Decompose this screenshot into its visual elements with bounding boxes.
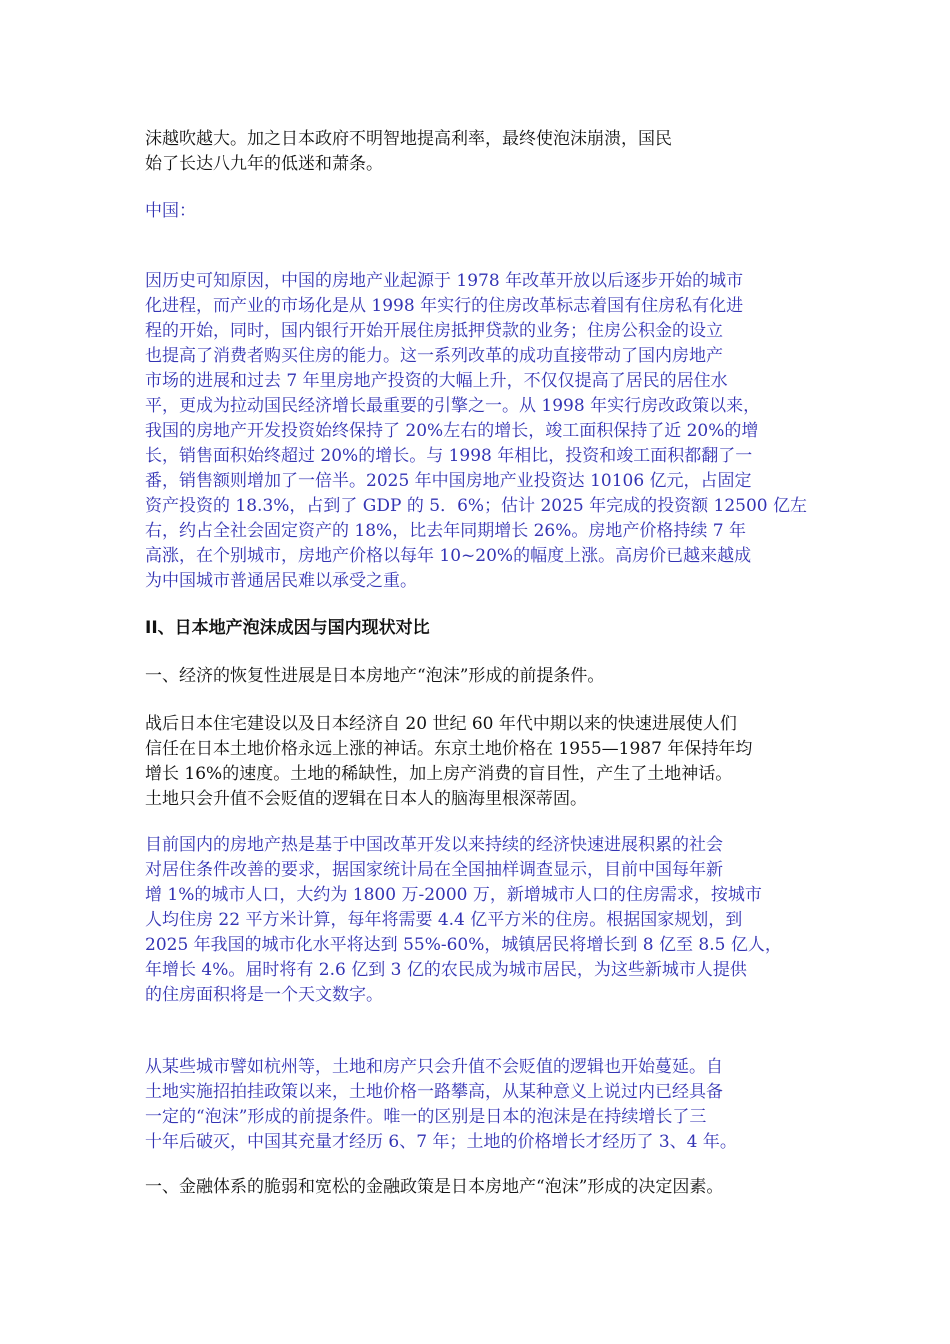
text-line: 右，约占全社会固定资产的 18%，比去年同期增长 26%。房地产价格持续 7 年 bbox=[145, 521, 747, 541]
text-line: 平，更成为拉动国民经济增长最重要的引擎之一。从 1998 年实行房改政策以来， bbox=[145, 396, 761, 416]
paragraph-china-urbanization-demand bbox=[145, 833, 782, 1008]
text-line: 化进程，而产业的市场化是从 1998 年实行的住房改革标志着国有住房私有化进 bbox=[145, 296, 744, 316]
text-line: 十年后破灭，中国其充量才经历 6、7 年；土地的价格增长才经历了 3、4 年。 bbox=[145, 1132, 737, 1152]
text-line: 因历史可知原因，中国的房地产业起源于 1978 年改革开放以后逐步开始的城市 bbox=[145, 271, 744, 291]
text-line: 从某些城市譬如杭州等，土地和房产只会升值不会贬值的逻辑也开始蔓延。自 bbox=[145, 1057, 723, 1077]
text-line: 对居住条件改善的要求，据国家统计局在全国抽样调查显示，目前中国每年新 bbox=[145, 860, 723, 880]
text-line: 程的开始，同时，国内银行开始开展住房抵押贷款的业务；住房公积金的设立 bbox=[145, 321, 723, 341]
text-line: 人均住房 22 平方米计算，每年将需要 4.4 亿平方米的住房。根据国家规划，到 bbox=[145, 910, 743, 930]
text-line: 一定的“泡沫”形成的前提条件。唯一的区别是日本的泡沫是在持续增长了三 bbox=[145, 1107, 707, 1127]
paragraph-japan-land-myth bbox=[145, 712, 752, 812]
text-line: 为中国城市普通居民难以承受之重。 bbox=[145, 571, 417, 591]
paragraph-premise-condition bbox=[145, 664, 604, 689]
text-line: 一、经济的恢复性进展是日本房地产“泡沫”形成的前提条件。 bbox=[145, 666, 605, 686]
paragraph-china-label bbox=[145, 199, 196, 224]
text-line: 的住房面积将是一个天文数字。 bbox=[145, 985, 383, 1005]
text-line: 高涨，在个别城市，房地产价格以每年 10~20%的幅度上涨。高房价已越来越成 bbox=[145, 546, 752, 566]
text-line: 2025 年我国的城市化水平将达到 55%-60%，城镇居民将增长到 8 亿至 8.5 亿人， bbox=[145, 935, 782, 955]
paragraph-china-real-estate-history bbox=[145, 269, 807, 594]
text-line: 沫越吹越大。加之日本政府不明智地提高利率，最终使泡沫崩溃，国民 bbox=[145, 129, 672, 149]
text-line: 番，销售额则增加了一倍半。2025 年中国房地产业投资达 10106 亿元，占固定 bbox=[145, 471, 752, 491]
text-line: 我国的房地产开发投资始终保持了 20%左右的增长，竣工面积保持了近 20%的增 bbox=[145, 421, 759, 441]
paragraph-financial-system bbox=[145, 1175, 723, 1200]
text-line: 长，销售面积始终超过 20%的增长。与 1998 年相比，投资和竣工面积都翻了一 bbox=[145, 446, 753, 466]
text-line: 战后日本住宅建设以及日本经济自 20 世纪 60 年代中期以来的快速进展使人们 bbox=[145, 714, 737, 734]
text-line: 增 1%的城市人口，大约为 1800 万-2000 万，新增城市人口的住房需求，按城市 bbox=[145, 885, 762, 905]
text-line: 土地实施招拍挂政策以来，土地价格一路攀高，从某种意义上说过内已经具备 bbox=[145, 1082, 723, 1102]
text-line: 年增长 4%。届时将有 2.6 亿到 3 亿的农民成为城市居民，为这些新城市人提供 bbox=[145, 960, 747, 980]
text-line: 一、金融体系的脆弱和宽松的金融政策是日本房地产“泡沫”形成的决定因素。 bbox=[145, 1177, 724, 1197]
section-heading bbox=[145, 616, 430, 641]
text-line: 目前国内的房地产热是基于中国改革开发以来持续的经济快速进展积累的社会 bbox=[145, 835, 723, 855]
paragraph-japan-bubble-collapse bbox=[145, 127, 672, 177]
text-line: 土地只会升值不会贬值的逻辑在日本人的脑海里根深蒂固。 bbox=[145, 789, 587, 809]
text-line: 始了长达八九年的低迷和萧条。 bbox=[145, 154, 383, 174]
text-line: 中国： bbox=[145, 201, 196, 221]
text-line: 信任在日本土地价格永远上涨的神话。东京土地价格在 1955—1987 年保持年均 bbox=[145, 739, 753, 759]
heading-text: II、日本地产泡沫成因与国内现状对比 bbox=[145, 618, 430, 638]
text-line: 市场的进展和过去 7 年里房地产投资的大幅上升，不仅仅提高了居民的居住水 bbox=[145, 371, 728, 391]
text-line: 也提高了消费者购买住房的能力。这一系列改革的成功直接带动了国内房地产 bbox=[145, 346, 723, 366]
text-line: 增长 16%的速度。土地的稀缺性，加上房产消费的盲目性，产生了土地神话。 bbox=[145, 764, 733, 784]
text-line: 资产投资的 18.3%，占到了 GDP 的 5．6%；估计 2025 年完成的投资额 12500 亿左 bbox=[145, 496, 808, 516]
paragraph-hangzhou-land-prices bbox=[145, 1055, 737, 1155]
